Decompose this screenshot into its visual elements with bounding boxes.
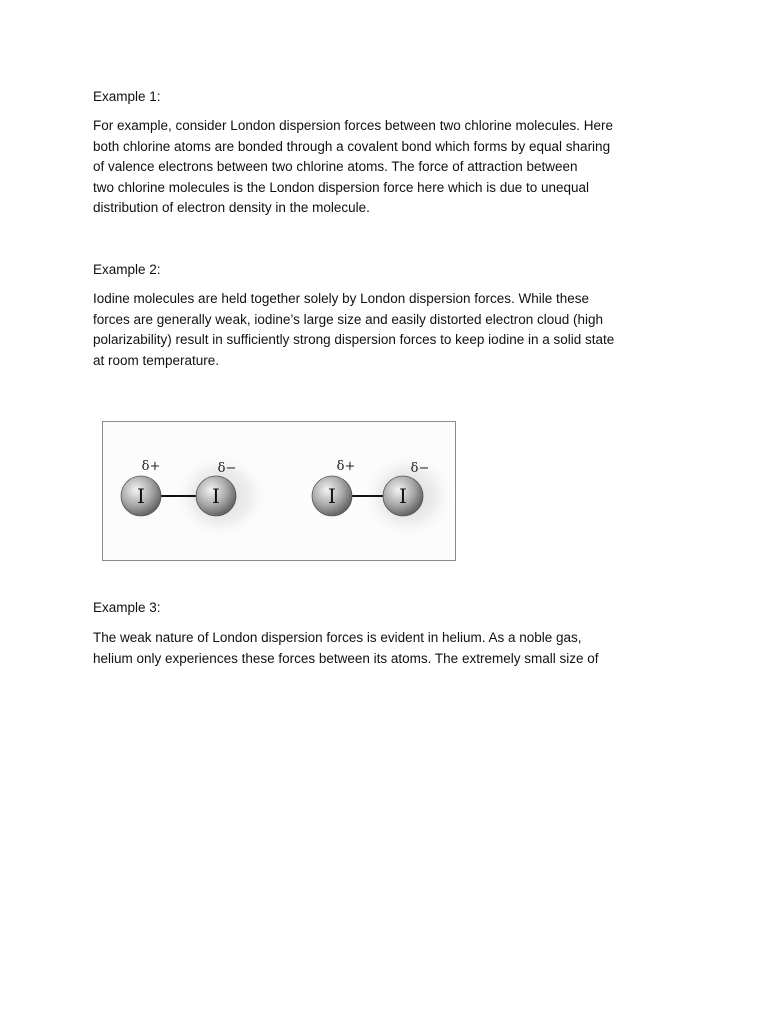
iodine-dipole-figure xyxy=(102,421,456,561)
example-3-line: The weak nature of London dispersion forces is evident in helium. As a noble gas, xyxy=(93,630,582,645)
iodine-molecules-diagram xyxy=(103,422,455,560)
example-1-line: For example, consider London dispersion forces between two chlorine molecules. Here xyxy=(93,118,614,133)
example-2-line: forces are generally weak, iodine’s large size and easily distorted electron cloud (high xyxy=(93,311,604,327)
example-2-paragraph xyxy=(93,289,614,371)
partial-positive-label: δ+ xyxy=(336,459,356,474)
example-1-line: of valence electrons between two chlorine atoms. The force of attraction between xyxy=(93,159,578,175)
example-2-line: polarizability) result in sufficiently strong dispersion forces to keep iodine in a solid state xyxy=(93,332,615,348)
example-1-paragraph xyxy=(93,116,613,219)
example-2-heading: Example 2: xyxy=(93,262,161,277)
example-1-line: both chlorine atoms are bonded through a covalent bond which forms by equal sharing xyxy=(93,138,611,154)
partial-negative-label: δ− xyxy=(410,461,430,476)
atom-label: I xyxy=(328,484,336,508)
iodine-molecule-2 xyxy=(312,452,455,540)
iodine-molecule-1 xyxy=(121,452,269,540)
example-3-paragraph xyxy=(93,628,598,669)
example-2-line: Iodine molecules are held together solely by London dispersion forces. While these xyxy=(93,291,590,306)
atom-label: I xyxy=(137,484,145,508)
example-1-heading: Example 1: xyxy=(93,89,161,104)
partial-positive-label: δ+ xyxy=(141,459,161,474)
example-3-line: helium only experiences these forces between its atoms. The extremely small size of xyxy=(93,650,599,666)
partial-negative-label: δ− xyxy=(217,461,237,476)
example-2-line: at room temperature. xyxy=(93,352,220,368)
atom-label: I xyxy=(212,484,220,508)
example-1-line: distribution of electron density in the molecule. xyxy=(93,200,370,216)
atom-label: I xyxy=(399,484,407,508)
example-3-heading: Example 3: xyxy=(93,600,161,615)
example-1-line: two chlorine molecules is the London dispersion force here which is due to unequal xyxy=(93,179,590,195)
